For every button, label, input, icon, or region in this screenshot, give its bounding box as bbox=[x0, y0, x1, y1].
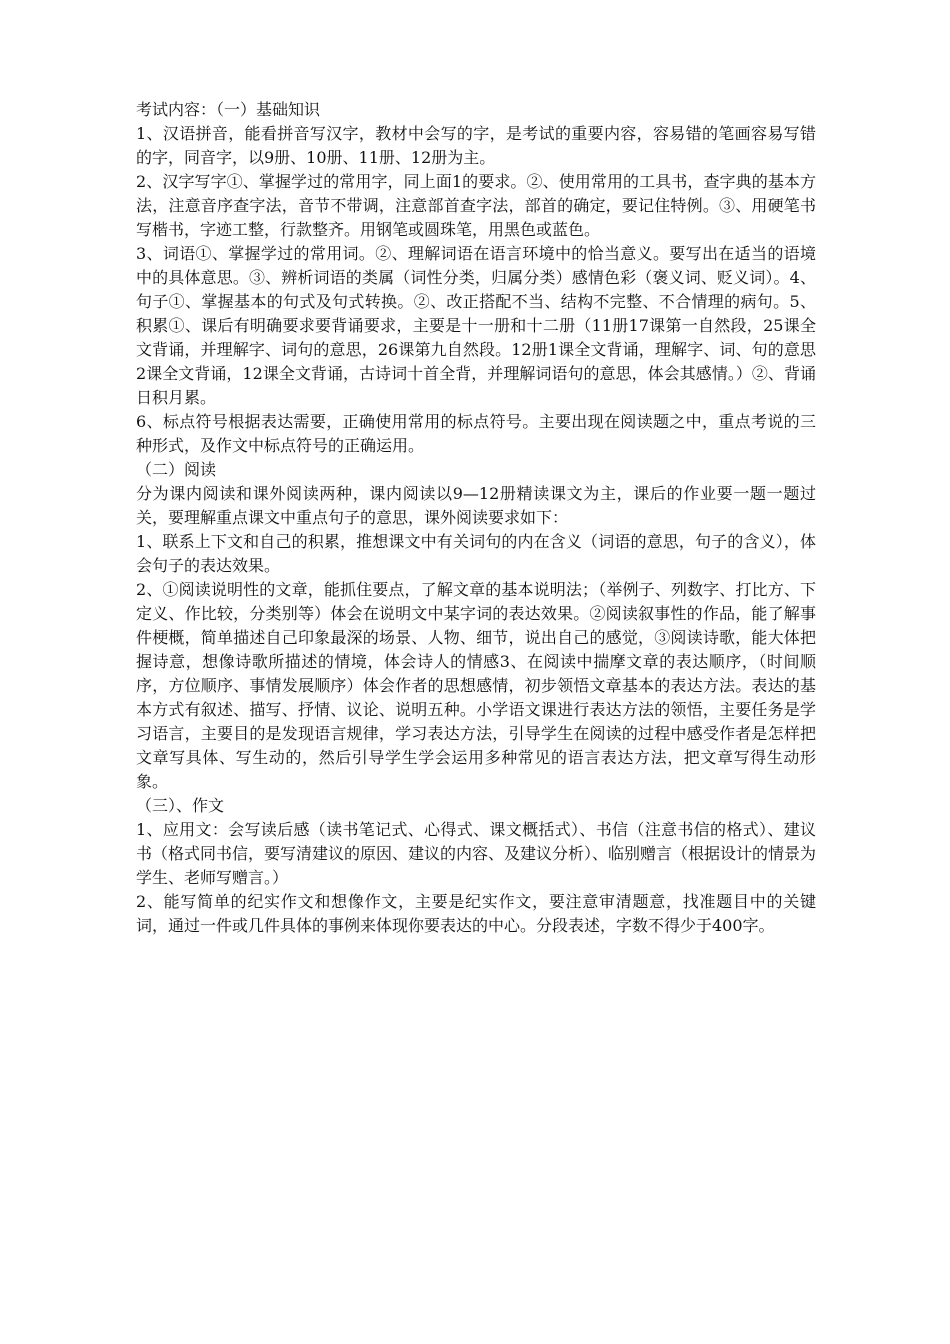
paragraph-pinyin: 1、汉语拼音，能看拼音写汉字，教材中会写的字，是考试的重要内容，容易错的笔画容易写错的字，同音字，以9册、10册、11册、12册为主。 bbox=[136, 124, 816, 167]
paragraph-practical-writing: 1、应用文：会写读后感（读书笔记式、心得式、课文概括式）、书信（注意书信的格式）、建议书（格式同书信，要写清建议的原因、建议的内容、及建议分析）、临别赠言（根据设计的情景为学生、老师写赠言。） bbox=[136, 820, 817, 887]
composition-heading: （三）、作文 bbox=[136, 796, 225, 815]
paragraph-reading-methods: 2、①阅读说明性的文章，能抓住要点，了解文章的基本说明法；（举例子、列数字、打比方、下定义、作比较，分类别等）体会在说明文中某字词的表达效果。②阅读叙事性的作品，能了解事件梗概，简单描述自己印象最深的场景、人物、细节，说出自己的感觉，③阅读诗歌，能大体把握诗意，想像诗歌所描述的情境，体会诗人的情感3、在阅读中揣摩文章的表达顺序，（时间顺序，方位顺序、事情发展顺序）体会作者的思想感情，初步领悟文章基本的表达方法。表达的基本方式有叙述、描写、抒情、议论、说明五种。小学语文课进行表达方法的领悟，主要任务是学习语言，主要目的是发现语言规律，学习表达方法，引导学生在阅读的过程中感受作者是怎样把文章写具体、写生动的，然后引导学生学会运用多种常见的语言表达方法，把文章写得生动形象。 bbox=[136, 580, 816, 791]
paragraph-narrative-writing: 2、能写简单的纪实作文和想像作文，主要是纪实作文，要注意审清题意，找准题目中的关键词，通过一件或几件具体的事例来体现你要表达的中心。分段表述，字数不得少于400字。 bbox=[136, 892, 816, 935]
exam-content-heading: 考试内容：（一）基础知识 bbox=[136, 100, 321, 119]
paragraph-reading-context: 1、联系上下文和自己的积累，推想课文中有关词句的内在含义（词语的意思，句子的含义），体会句子的表达效果。 bbox=[136, 532, 816, 575]
reading-heading: （二）阅读 bbox=[136, 460, 217, 479]
paragraph-reading-intro: 分为课内阅读和课外阅读两种，课内阅读以9—12册精读课文为主，课后的作业要一题一题过关，要理解重点课文中重点句子的意思，课外阅读要求如下： bbox=[136, 484, 816, 527]
document-page bbox=[136, 98, 816, 938]
paragraph-punctuation: 6、标点符号根据表达需要，正确使用常用的标点符号。主要出现在阅读题之中，重点考说的三种形式，及作文中标点符号的正确运用。 bbox=[136, 412, 816, 455]
paragraph-characters: 2、汉字写字①、掌握学过的常用字，同上面1的要求。②、使用常用的工具书，查字典的基本方法，注意音序查字法，音节不带调，注意部首查字法，部首的确定，要记住特例。③、用硬笔书写楷书，字迹工整，行款整齐。用钢笔或圆珠笔，用黑色或蓝色。 bbox=[136, 172, 816, 239]
paragraph-words-sentences: 3、词语①、掌握学过的常用词。②、理解词语在语言环境中的恰当意义。要写出在适当的语境中的具体意思。③、辨析词语的类属（词性分类，归属分类）感情色彩（褒义词、贬义词）。4、句子①、掌握基本的句式及句式转换。②、改正搭配不当、结构不完整、不合情理的病句。5、积累①、课后有明确要求要背诵要求，主要是十一册和十二册（11册17课第一自然段，25课全文背诵，并理解字、词句的意思，26课第九自然段。12册1课全文背诵，理解字、词、句的意思2课全文背诵，12课全文背诵，古诗词十首全背，并理解词语句的意思，体会其感情。）②、背诵日积月累。 bbox=[136, 244, 816, 407]
